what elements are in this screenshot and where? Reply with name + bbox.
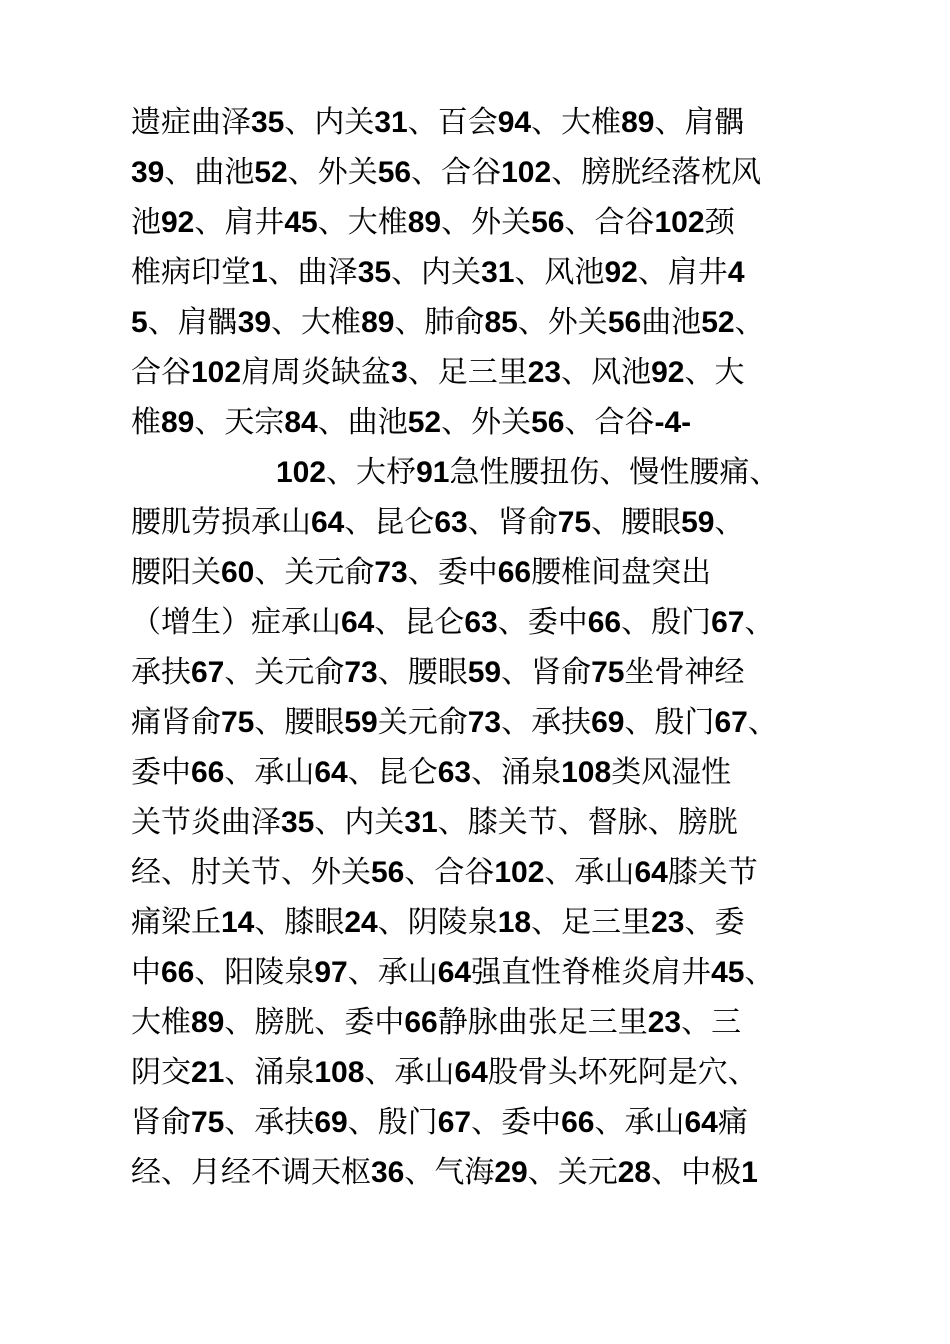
text-line-14: 委中66、承山64、昆仑63、涌泉108类风湿性 — [131, 755, 732, 790]
text-line-19: 大椎89、膀胱、委中66静脉曲张足三里23、三 — [131, 1005, 742, 1040]
text-line-10: 腰阳关60、关元俞73、委中66腰椎间盘突出 — [131, 555, 712, 590]
text-line-15: 关节炎曲泽35、内关31、膝关节、督脉、膀胱 — [131, 805, 738, 840]
text-line-1: 遗症曲泽35、内关31、百会94、大椎89、肩髃 — [131, 105, 745, 140]
text-line-20: 阴交21、涌泉108、承山64股骨头坏死阿是穴、 — [131, 1055, 758, 1090]
text-line-9: 腰肌劳损承山64、昆仑63、肾俞75、腰眼59、 — [131, 505, 745, 540]
text-line-21: 肾俞75、承扶69、殷门67、委中66、承山64痛 — [131, 1105, 748, 1140]
text-line-3: 池92、肩井45、大椎89、外关56、合谷102颈 — [131, 205, 735, 240]
text-line-8: 102、大杼91急性腰扭伤、慢性腰痛、 — [276, 455, 780, 490]
text-line-11: （增生）症承山64、昆仑63、委中66、殷门67、 — [131, 605, 775, 640]
text-line-12: 承扶67、关元俞73、腰眼59、肾俞75坐骨神经 — [131, 655, 745, 690]
text-line-17: 痛梁丘14、膝眼24、阴陵泉18、足三里23、委 — [131, 905, 745, 940]
text-line-7: 椎89、天宗84、曲池52、外关56、合谷-4- — [131, 405, 692, 440]
text-line-13: 痛肾俞75、腰眼59关元俞73、承扶69、殷门67、 — [131, 705, 778, 740]
text-line-5: 5、肩髃39、大椎89、肺俞85、外关56曲池52、 — [131, 305, 765, 340]
text-line-2: 39、曲池52、外关56、合谷102、膀胱经落枕风 — [131, 155, 762, 190]
text-line-4: 椎病印堂1、曲泽35、内关31、风池92、肩井4 — [131, 255, 745, 290]
text-line-6: 合谷102肩周炎缺盆3、足三里23、风池92、大 — [131, 355, 745, 390]
text-line-22: 经、月经不调天枢36、气海29、关元28、中极1 — [131, 1155, 758, 1190]
text-line-18: 中66、阳陵泉97、承山64强直性脊椎炎肩井45、 — [131, 955, 775, 990]
text-line-16: 经、肘关节、外关56、合谷102、承山64膝关节 — [131, 855, 758, 890]
